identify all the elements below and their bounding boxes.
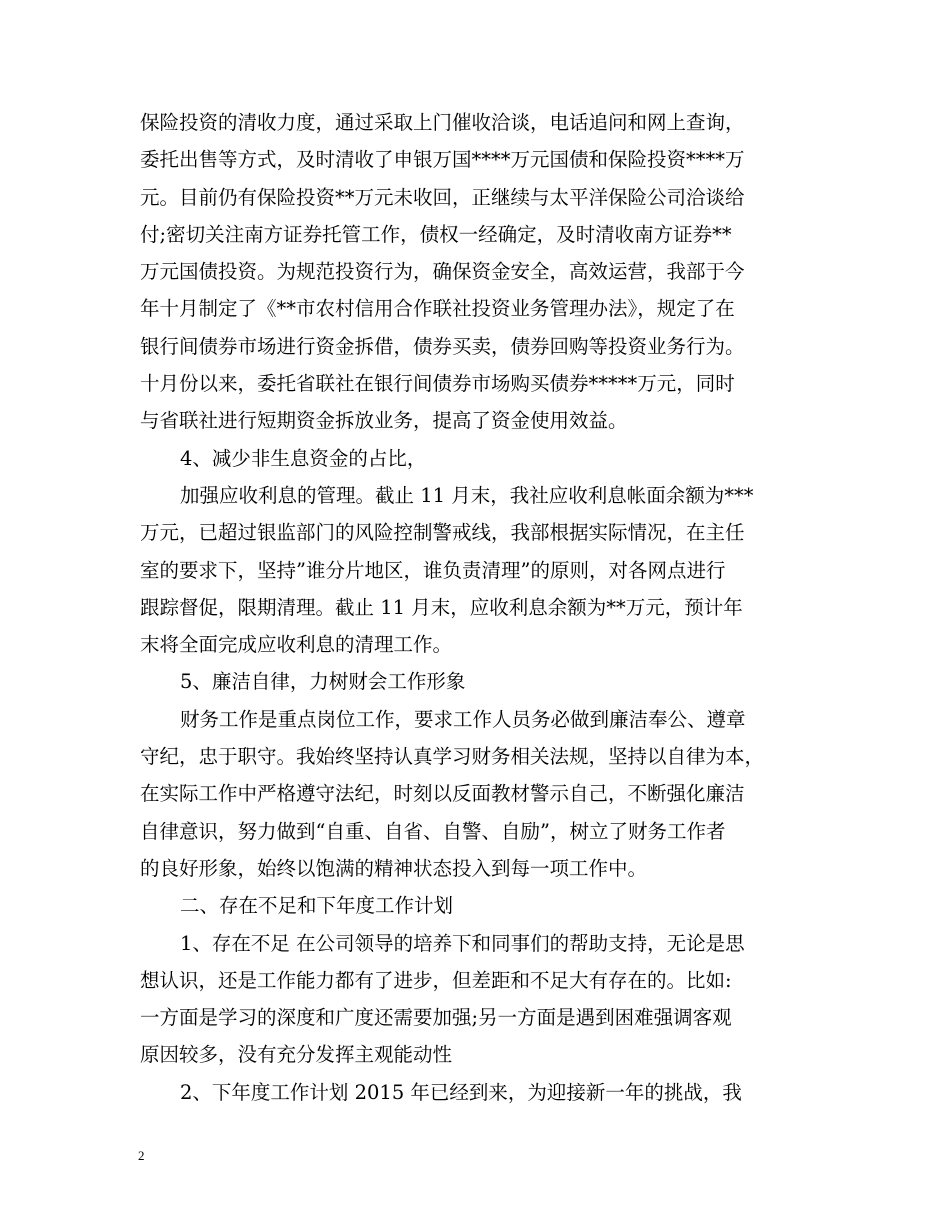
- text-line: 财务工作是重点岗位工作，要求工作人员务必做到廉洁奉公、遵章: [180, 707, 746, 731]
- text-line: 5、廉洁自律，力树财会工作形象: [180, 670, 466, 694]
- text-line: 自律意识，努力做到“自重、自省、自警、自励”，树立了财务工作者: [140, 819, 726, 843]
- text-line: 1、存在不足 在公司领导的培养下和同事们的帮助支持，无论是思: [180, 931, 745, 955]
- text-line: 的良好形象，始终以饱满的精神状态投入到每一项工作中。: [140, 856, 648, 880]
- text-line: 万元，已超过银监部门的风险控制警戒线，我部根据实际情况，在主任: [140, 521, 745, 545]
- text-line: 二、存在不足和下年度工作计划: [180, 894, 454, 918]
- text-line: 原因较多，没有充分发挥主观能动性: [140, 1043, 453, 1067]
- text-line: 与省联社进行短期资金拆放业务，提高了资金使用效益。: [140, 409, 628, 433]
- text-line: 元。目前仍有保险投资**万元未收回，正继续与太平洋保险公司洽谈给: [140, 185, 745, 209]
- page-number: 2: [138, 1148, 145, 1163]
- text-line: 十月份以来，委托省联社在银行间债券市场购买债券*****万元，同时: [140, 372, 735, 396]
- text-line: 银行间债券市场进行资金拆借，债券买卖，债券回购等投资业务行为。: [140, 334, 745, 358]
- text-line: 末将全面完成应收利息的清理工作。: [140, 633, 453, 657]
- text-line: 一方面是学习的深度和广度还需要加强;另一方面是遇到困难强调客观: [140, 1006, 732, 1030]
- text-line: 保险投资的清收力度，通过采取上门催收洽谈，电话追问和网上查询，: [140, 111, 745, 134]
- text-line: 加强应收利息的管理。截止 11 月末，我社应收利息帐面余额为***: [180, 483, 754, 507]
- text-line: 年十月制定了《**市农村信用合作联社投资业务管理办法》，规定了在: [140, 297, 735, 321]
- text-line: 在实际工作中严格遵守法纪，时刻以反面教材警示自己，不断强化廉洁: [140, 782, 745, 806]
- text-line: 跟踪督促，限期清理。截止 11 月末，应收利息余额为**万元，预计年: [140, 595, 743, 619]
- text-line: 4、减少非生息资金的占比，: [180, 446, 427, 470]
- text-line: 想认识，还是工作能力都有了进步，但差距和不足大有存在的。比如:: [140, 968, 732, 992]
- text-line: 室的要求下，坚持”谁分片地区，谁负责清理”的原则，对各网点进行: [140, 558, 726, 582]
- text-line: 委托出售等方式，及时清收了申银万国****万元国债和保险投资****万: [140, 148, 745, 172]
- text-line: 万元国债投资。为规范投资行为，确保资金安全，高效运营，我部于今: [140, 260, 745, 284]
- body-text: [140, 104, 820, 1111]
- text-line: 付;密切关注南方证券托管工作，债权一经确定，及时清收南方证券**: [140, 222, 732, 246]
- text-line: 2、下年度工作计划 2015 年已经到来，为迎接新一年的挑战，我: [180, 1080, 742, 1104]
- text-line: 守纪，忠于职守。我始终坚持认真学习财务相关法规，坚持以自律为本，: [140, 745, 765, 769]
